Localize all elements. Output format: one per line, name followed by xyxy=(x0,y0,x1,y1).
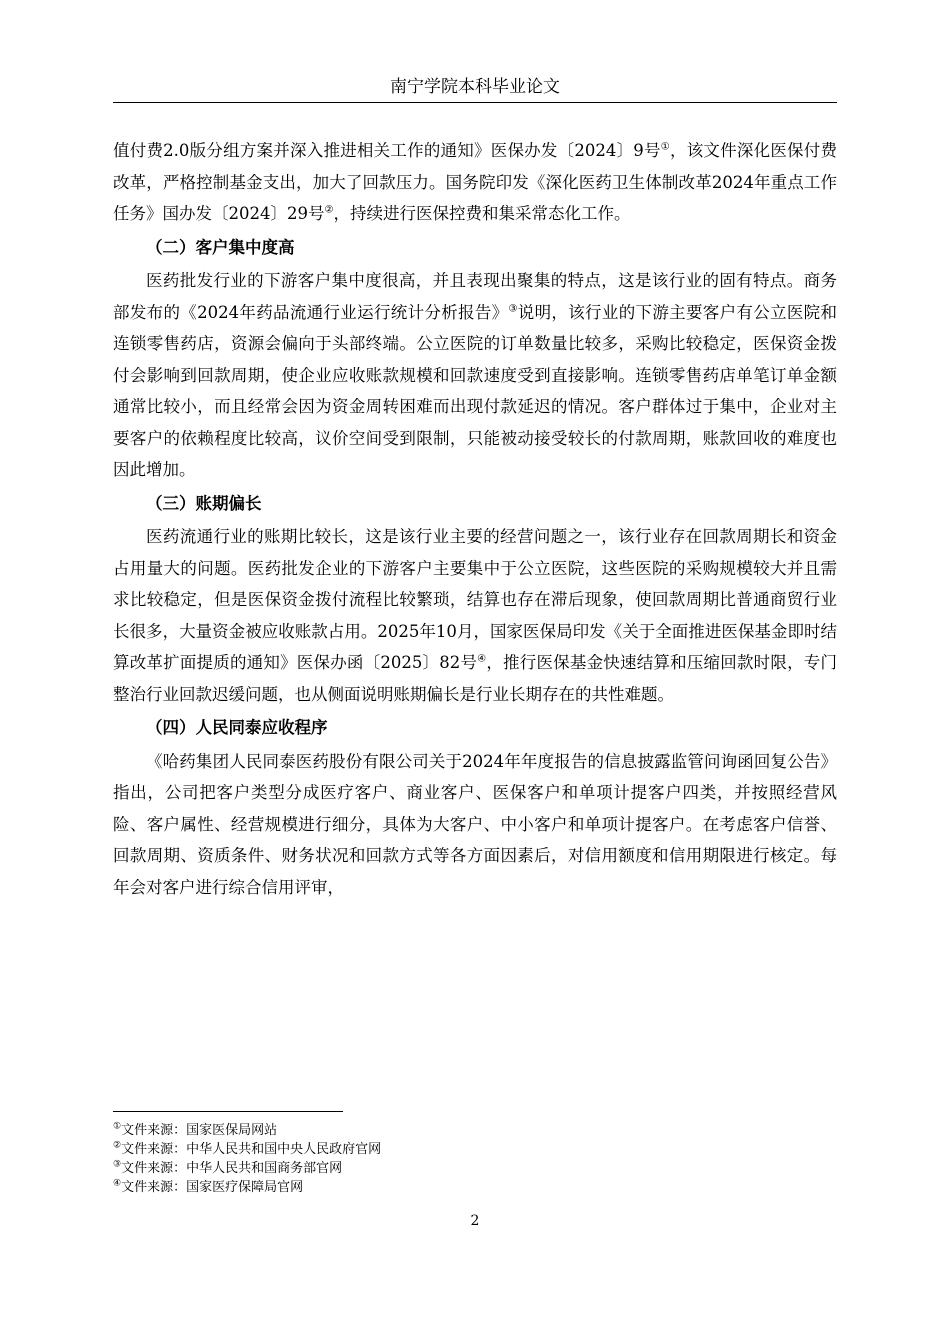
footnote-ref: ③ xyxy=(508,303,518,314)
footnote-ref: ② xyxy=(324,204,334,216)
footnote-ref: ④ xyxy=(477,653,487,665)
section-heading: （二）客户集中度高 xyxy=(146,237,295,257)
footnote-text: 文件来源：中华人民共和国商务部官网 xyxy=(121,1161,343,1176)
page-number: 2 xyxy=(470,1213,480,1229)
footnote-mark: ① xyxy=(113,1121,122,1132)
footnote xyxy=(113,1159,837,1178)
paragraph-text: ，该文件深化医保付费改革，严格控制基金支出，加大了回款压力。国务院印发《深化医药卫生体制改革2024年重点工作任务》国办发〔2024〕29号 xyxy=(113,141,838,223)
paragraph-text: 医药批发行业的下游客户集中度很高，并且表现出聚集的特点，这是该行业的固有特点。商务部发布的《2024年药品流通行业运行统计分析报告》 xyxy=(113,271,837,322)
page-header: 南宁学院本科毕业论文 xyxy=(390,77,560,97)
paragraph-continued xyxy=(113,135,837,230)
footnote-ref: ① xyxy=(660,141,670,153)
paragraph-text: 《哈药集团人民同泰医药股份有限公司关于2024年年度报告的信息披露监管问询函回复公告》指出，公司把客户类型分成医疗客户、商业客户、医保客户和单项计提客户四类，并按照经营风险、客户属性、经营规模进行细分，具体为大客户、中小客户和单项计提客户。在考虑客户信誉、回款周期、资质条件、财务状况和回款方式等各方面因素后，对信用额度和信用期限进行核定。每年会对客户进行综合信用评审， xyxy=(113,751,837,897)
paragraph-text: ，持续进行医保控费和集采常态化工作。 xyxy=(333,204,631,223)
footnote-text: 文件来源：国家医保局网站 xyxy=(121,1123,278,1138)
paragraph-text: 医药流通行业的账期比较长，这是该行业主要的经营问题之一，该行业存在回款周期长和资金占用量大的问题。医药批发企业的下游客户主要集中于公立医院，这些医院的采购规模较大并且需求比较稳定，但是医保资金拨付流程比较繁琐，结算也存在滞后现象，使回款周期比普通商贸行业长很多，大量资金被应收账款占用。2025年10月，国家医保局印发《关于全面推进医保基金即时结算改革扩面提质的通知》医保办函〔2025〕82号 xyxy=(113,527,837,672)
section-heading: （四）人民同泰应收程序 xyxy=(146,718,328,737)
footnote-text: 文件来源：中华人民共和国中央人民政府官网 xyxy=(121,1142,382,1157)
footnote-text: 文件来源：国家医疗保障局官网 xyxy=(121,1180,304,1195)
body-text xyxy=(113,135,837,903)
footnote-rule xyxy=(113,1111,343,1112)
paragraph-text: 值付费2.0版分组方案并深入推进相关工作的通知》医保办发〔2024〕9号 xyxy=(113,141,661,160)
section-heading: （三）账期偏长 xyxy=(146,493,262,513)
paragraph xyxy=(113,265,837,486)
footnote xyxy=(113,1178,837,1197)
paragraph-text: 说明，该行业的下游主要客户有公立医院和连锁零售药店，资源会偏向于头部终端。公立医院的订单数量比较多，采购比较稳定，医保资金拨付会影响到回款周期，使企业应收账款规模和回款速度受到直接影响。连锁零售药店单笔订单金额通常比较小，而且经常会因为资金周转困难而出现付款延迟的情况。客户群体过于集中，企业对主要客户的依赖程度比较高，议价空间受到限制，只能被动接受较长的付款周期，账款回收的难度也因此增加。 xyxy=(113,302,838,479)
footnote-mark: ④ xyxy=(113,1178,122,1189)
footnote xyxy=(113,1140,837,1159)
footnote-mark: ③ xyxy=(113,1159,122,1170)
footnotes xyxy=(113,1121,837,1197)
footnote xyxy=(113,1121,837,1140)
paragraph-text: ，推行医保基金快速结算和压缩回款时限，专门整治行业回款迟缓问题，也从侧面说明账期偏长是行业长期存在的共性难题。 xyxy=(113,653,838,704)
paragraph xyxy=(113,521,837,710)
header-rule xyxy=(113,102,837,103)
footnote-mark: ② xyxy=(113,1140,122,1151)
paragraph xyxy=(113,746,837,904)
